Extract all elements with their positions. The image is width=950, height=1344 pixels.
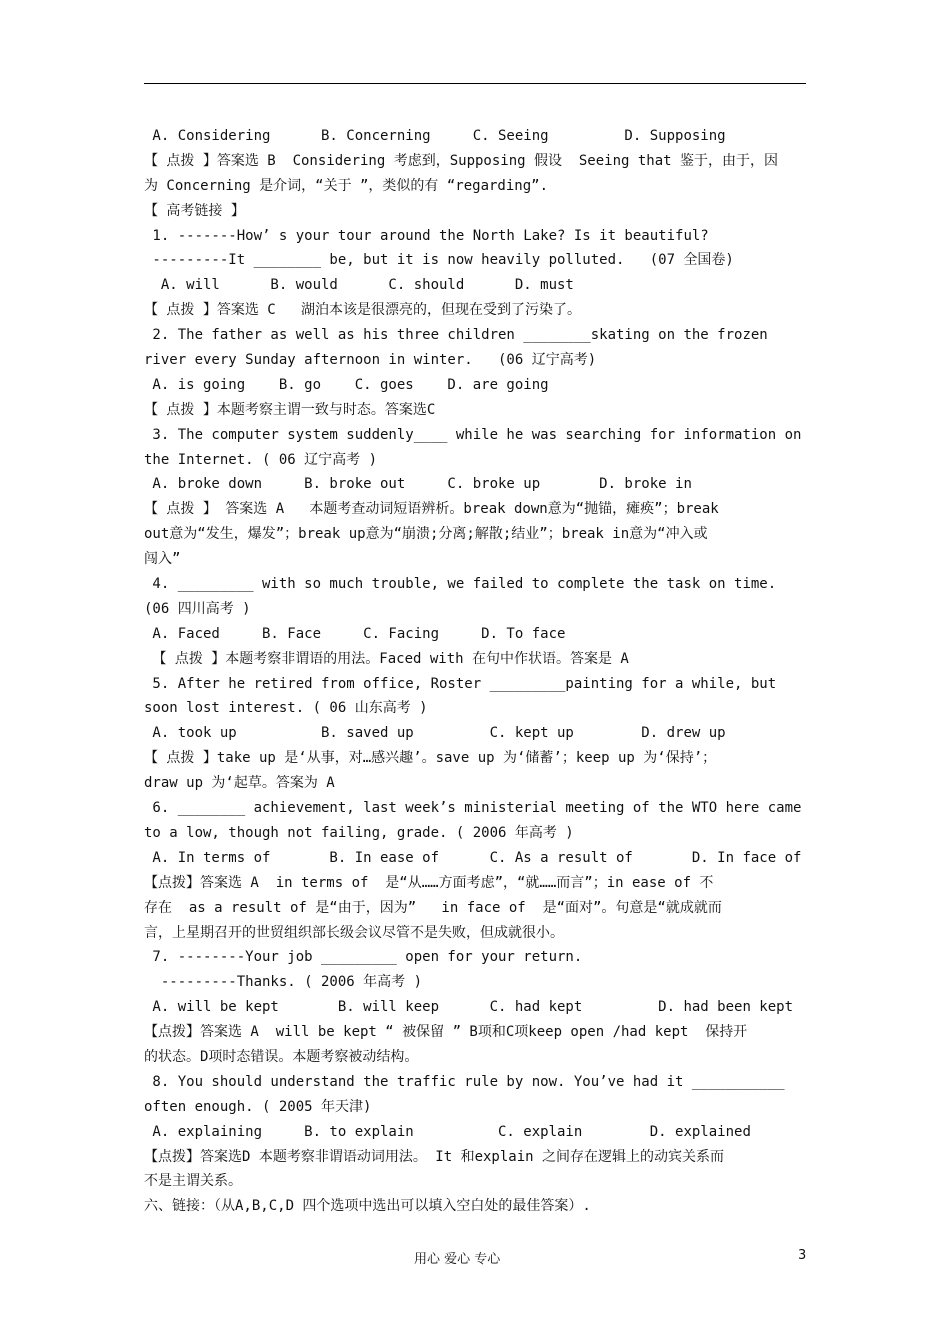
text-line: 【 点拨 】take up 是‘从事，对…感兴趣’。save up 为‘储蓄’；keep up 为‘保持’； [144, 750, 717, 767]
text-line: 2. The father as well as his three children ________skating on the frozen [144, 327, 768, 344]
text-line: 8. You should understand the traffic rule by now. You’ve had it ___________ [144, 1073, 785, 1090]
text-line: 【点拨】答案选 A will be kept “ 被保留 ” B项和C项keep open /had kept 保持开 [144, 1024, 748, 1041]
text-line: 【 点拨 】本题考察非谓语的用法。Faced with 在句中作状语。答案是 A [144, 650, 629, 667]
text-line: to a low, though not failing, grade. ( 2006 年高考 ) [144, 824, 574, 841]
text-line: 1. -------How’ s your tour around the North Lake? Is it beautiful? [144, 227, 709, 244]
text-line: 【 点拨 】本题考察主谓一致与时态。答案选C [144, 401, 436, 418]
text-line: 5. After he retired from office, Roster _________painting for a while, but [144, 675, 777, 692]
text-line: the Internet. ( 06 辽宁高考 ) [144, 451, 378, 468]
text-line: A. took up B. saved up C. kept up D. drew up [144, 725, 726, 742]
text-line: 3. The computer system suddenly____ while he was searching for information on [144, 426, 802, 443]
text-line: ---------It ________ be, but it is now heavily polluted. (07 全国卷) [144, 252, 734, 269]
page-number: 3 [798, 1248, 807, 1263]
text-line: ---------Thanks. ( 2006 年高考 ) [144, 974, 423, 991]
text-line: out意为“发生，爆发”；break up意为“崩溃;分离;解散;结业”；break in意为“冲入或 [144, 526, 708, 543]
text-line: river every Sunday afternoon in winter. (06 辽宁高考) [144, 352, 597, 369]
text-line: 存在 as a result of 是“由于，因为” in face of 是“面对”。句意是“就成就而 [144, 899, 722, 916]
footer-motto: 用心 爱心 专心 [414, 1252, 501, 1267]
header-rule [144, 83, 806, 84]
text-line: 【 高考链接 】 [144, 202, 245, 219]
text-line: A. Considering B. Concerning C. Seeing D. Supposing [144, 128, 726, 144]
text-line: often enough. ( 2005 年天津) [144, 1098, 372, 1115]
text-line: 【 点拨 】 答案选 A 本题考查动词短语辨析。break down意为“抛锚，瘫痪”；break [144, 501, 719, 518]
text-line: 为 Concerning 是介词，“关于 ”，类似的有 “regarding”. [144, 177, 549, 194]
text-line: 6. ________ achievement, last week’s ministerial meeting of the WTO here came [144, 800, 802, 817]
text-line: 【点拨】答案选D 本题考察非谓语动词用法。 It 和explain 之间存在逻辑上的动宾关系而 [144, 1148, 724, 1165]
text-line: (06 四川高考 ) [144, 600, 251, 617]
text-line: 的状态。D项时态错误。本题考察被动结构。 [144, 1048, 419, 1065]
text-line: 4. _________ with so much trouble, we failed to complete the task on time. [144, 576, 777, 593]
text-line: A. explaining B. to explain C. explain D. explained [144, 1123, 751, 1140]
text-line: draw up 为‘起草。答案为 A [144, 775, 335, 792]
text-line: soon lost interest. ( 06 山东高考 ) [144, 700, 428, 717]
text-line: A. In terms of B. In ease of C. As a result of D. In face of [144, 849, 802, 866]
text-line: A. will B. would C. should D. must [144, 277, 574, 294]
text-line: 【 点拨 】答案选 B Considering 考虑到，Supposing 假设 Seeing that 鉴于，由于，因 [144, 152, 779, 169]
document-body [144, 124, 806, 1219]
text-line: 【点拨】答案选 A in terms of 是“从……方面考虑”，“就……而言”；in ease of 不 [144, 874, 714, 891]
text-line: 不是主谓关系。 [144, 1173, 242, 1190]
text-line: 【 点拨 】答案选 C 湖泊本该是很漂亮的，但现在受到了污染了。 [144, 302, 581, 319]
text-line: 言，上星期召开的世贸组织部长级会议尽管不是失败，但成就很小。 [144, 924, 564, 941]
text-line: 7. --------Your job _________ open for your return. [144, 949, 583, 966]
text-line: A. will be kept B. will keep C. had kept D. had been kept [144, 999, 794, 1016]
text-line: A. Faced B. Face C. Facing D. To face [144, 625, 566, 642]
text-line: A. broke down B. broke out C. broke up D. broke in [144, 476, 692, 493]
text-line: 闯入” [144, 551, 181, 568]
text-line: 六、链接：（从A,B,C,D 四个选项中选出可以填入空白处的最佳答案）. [144, 1198, 591, 1215]
text-line: A. is going B. go C. goes D. are going [144, 376, 549, 393]
